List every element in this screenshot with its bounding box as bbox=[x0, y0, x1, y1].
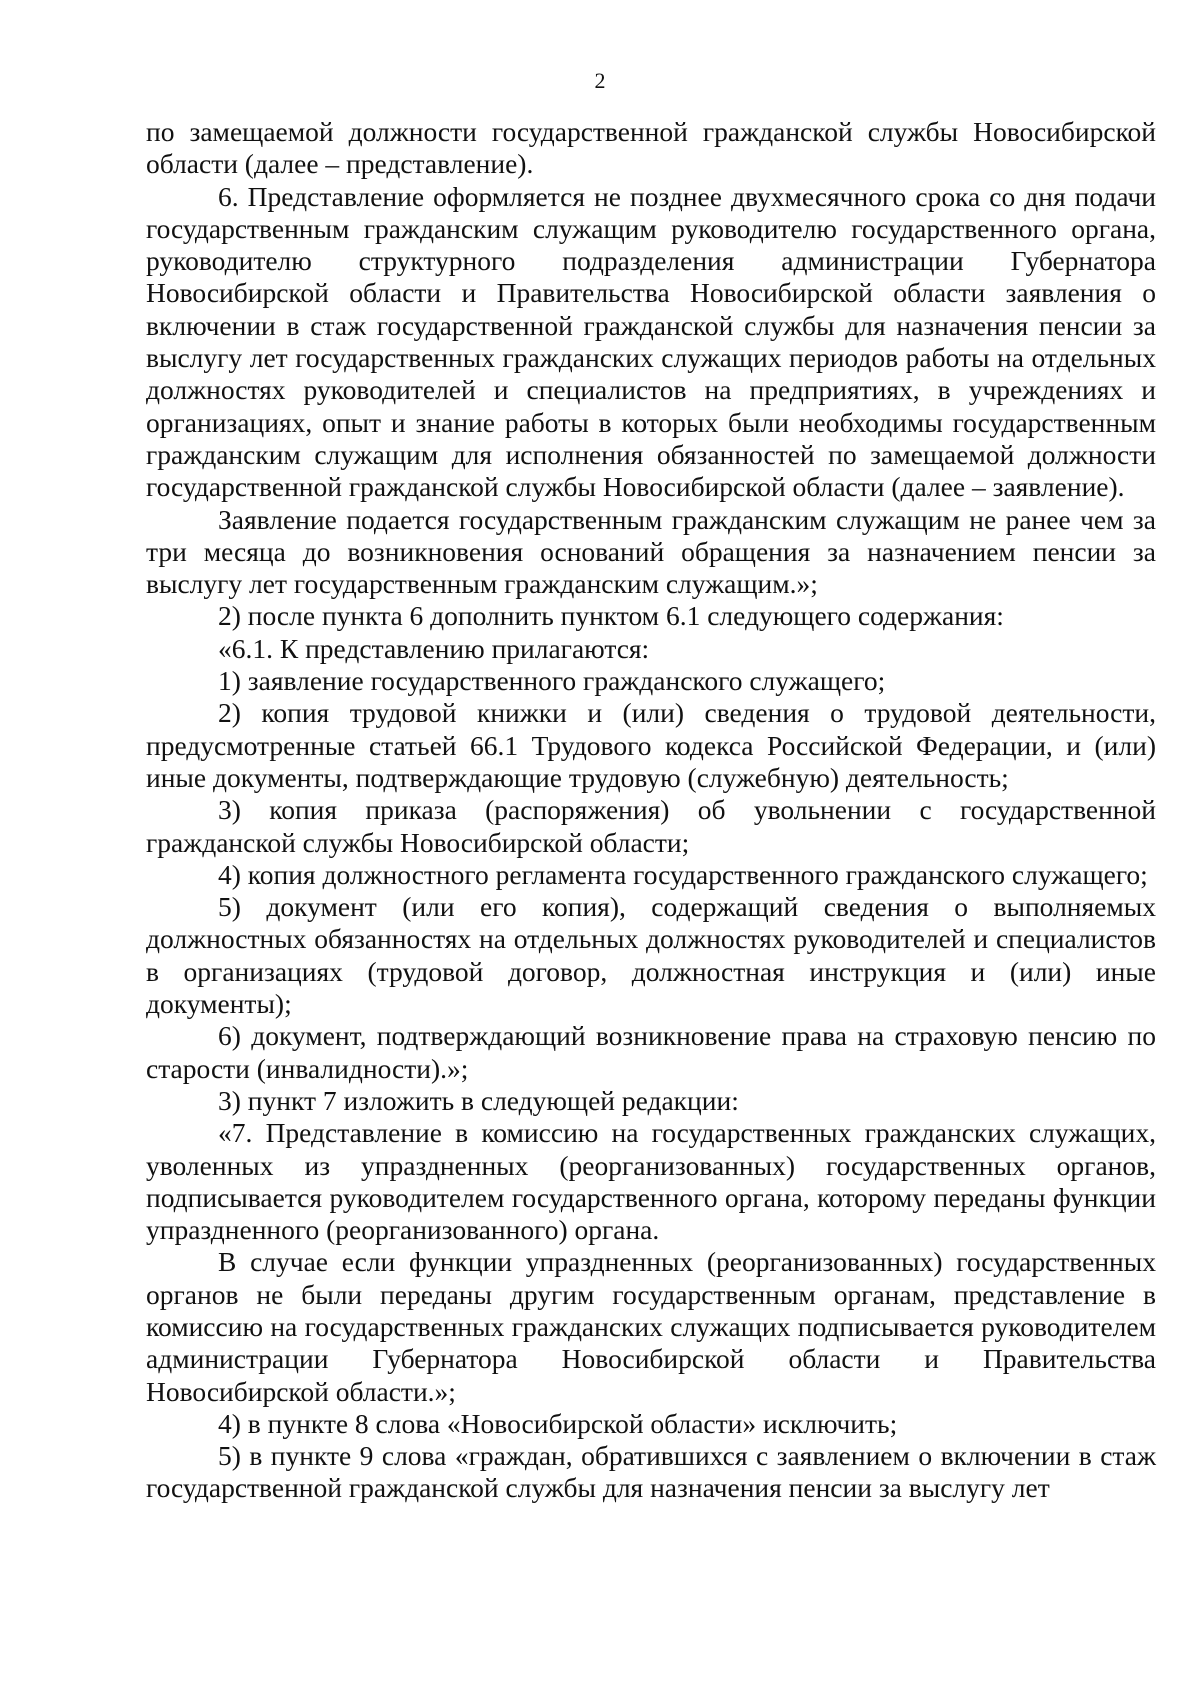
page-number: 2 bbox=[594, 68, 606, 93]
paragraph: по замещаемой должности государственной гражданской службы Новосибирской области (далее – представление). bbox=[146, 116, 1156, 180]
paragraph: 2) после пункта 6 дополнить пунктом 6.1 следующего содержания: bbox=[218, 600, 1004, 632]
list-item: 5) документ (или его копия), содержащий сведения о выполняемых должностных обязанностях на отдельных должностях руководителей и специалистов в организациях (трудовой договор, должностная инструкция и (или) иные документы); bbox=[146, 891, 1156, 1020]
paragraph: 3) пункт 7 изложить в следующей редакции: bbox=[218, 1084, 739, 1116]
list-item: 1) заявление государственного гражданского служащего; bbox=[218, 665, 886, 697]
paragraph: 5) в пункте 9 слова «граждан, обратившихся с заявлением о включении в стаж государственной гражданской службы для назначения пенсии за выслугу лет bbox=[146, 1440, 1156, 1504]
list-item: 6) документ, подтверждающий возникновение права на страховую пенсию по старости (инвалидности).»; bbox=[146, 1020, 1156, 1084]
document-body bbox=[146, 116, 1156, 1505]
paragraph: Заявление подается государственным гражданским служащим не ранее чем за три месяца до возникновения оснований обращения за назначением пенсии за выслугу лет государственным гражданским служащим.»; bbox=[146, 503, 1156, 600]
paragraph: В случае если функции упраздненных (реорганизованных) государственных органов не были переданы другим государственным органам, представление в комиссию на государственных гражданских служащих подписывается руководителем администрации Губернатора Новосибирской области и Правительства Новосибирской области.»; bbox=[146, 1246, 1156, 1407]
paragraph: «7. Представление в комиссию на государственных гражданских служащих, уволенных из упраздненных (реорганизованных) государственных органов, подписывается руководителем государственного органа, которому переданы функции упраздненного (реорганизованного) органа. bbox=[146, 1117, 1156, 1246]
paragraph: «6.1. К представлению прилагаются: bbox=[218, 632, 650, 664]
paragraph: 4) в пункте 8 слова «Новосибирской области» исключить; bbox=[218, 1407, 898, 1439]
list-item: 3) копия приказа (распоряжения) об увольнении с государственной гражданской службы Новосибирской области; bbox=[146, 794, 1156, 858]
paragraph: 6. Представление оформляется не позднее двухмесячного срока со дня подачи государственным гражданским служащим руководителю государственного органа, руководителю структурного подразделения администрации Губернатора Новосибирской области и Правительства Новосибирской области заявления о включении в стаж государственной гражданской службы для назначения пенсии за выслугу лет государственных гражданских служащих периодов работы на отдельных должностях руководителей и специалистов на предприятиях, в учреждениях и организациях, опыт и знание работы в которых были необходимы государственным гражданским служащим для исполнения обязанностей по замещаемой должности государственной гражданской службы Новосибирской области (далее – заявление). bbox=[146, 180, 1156, 503]
list-item: 4) копия должностного регламента государственного гражданского служащего; bbox=[218, 858, 1148, 890]
list-item: 2) копия трудовой книжки и (или) сведения о трудовой деятельности, предусмотренные статьей 66.1 Трудового кодекса Российской Федерации, и (или) иные документы, подтверждающие трудовую (служебную) деятельность; bbox=[146, 697, 1156, 793]
